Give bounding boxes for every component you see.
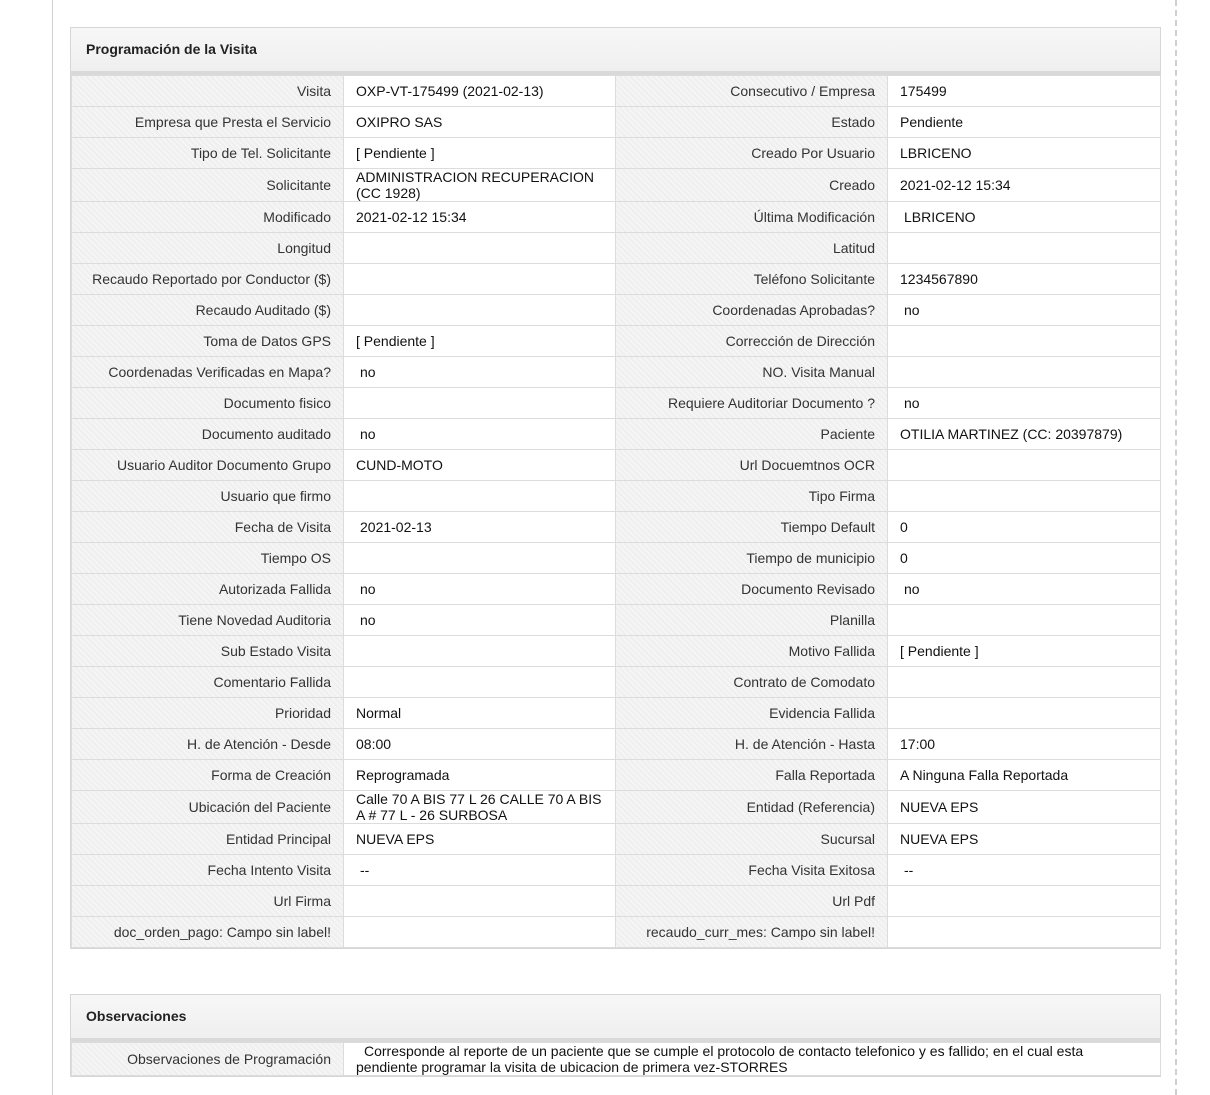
field-value: Reprogramada	[344, 760, 616, 791]
field-value: no	[888, 295, 1161, 326]
field-value: Calle 70 A BIS 77 L 26 CALLE 70 A BIS A # 77 L - 26 SURBOSA	[344, 791, 616, 824]
field-label: H. de Atención - Desde	[72, 729, 344, 760]
field-label: Tiempo OS	[72, 543, 344, 574]
field-value: 2021-02-13	[344, 512, 616, 543]
table-row	[72, 138, 1161, 169]
field-value: 08:00	[344, 729, 616, 760]
field-value: [ Pendiente ]	[344, 326, 616, 357]
visit-schedule-panel	[70, 27, 1161, 949]
table-row	[72, 574, 1161, 605]
observations-table	[71, 1042, 1161, 1076]
field-label: Empresa que Presta el Servicio	[72, 107, 344, 138]
field-value	[888, 481, 1161, 512]
field-label: Forma de Creación	[72, 760, 344, 791]
table-row	[72, 295, 1161, 326]
table-row	[72, 824, 1161, 855]
table-row	[72, 886, 1161, 917]
field-label: H. de Atención - Hasta	[616, 729, 888, 760]
field-label: Solicitante	[72, 169, 344, 202]
field-value	[888, 698, 1161, 729]
table-row	[72, 357, 1161, 388]
field-value: no	[344, 419, 616, 450]
field-label: Tipo Firma	[616, 481, 888, 512]
field-label: NO. Visita Manual	[616, 357, 888, 388]
field-value: [ Pendiente ]	[888, 636, 1161, 667]
field-value	[344, 886, 616, 917]
observations-panel	[70, 994, 1161, 1077]
left-border-line	[52, 0, 53, 1095]
field-value	[888, 450, 1161, 481]
table-row	[72, 729, 1161, 760]
field-label: Recaudo Reportado por Conductor ($)	[72, 264, 344, 295]
field-value	[344, 543, 616, 574]
field-label: Visita	[72, 76, 344, 107]
field-value: no	[888, 574, 1161, 605]
field-value: NUEVA EPS	[344, 824, 616, 855]
field-label: Entidad (Referencia)	[616, 791, 888, 824]
field-value: [ Pendiente ]	[344, 138, 616, 169]
field-label: recaudo_curr_mes: Campo sin label!	[616, 917, 888, 948]
field-label: Documento Revisado	[616, 574, 888, 605]
field-label: Url Docuemtnos OCR	[616, 450, 888, 481]
field-label: Tiempo Default	[616, 512, 888, 543]
table-row	[72, 605, 1161, 636]
field-label: Longitud	[72, 233, 344, 264]
field-value: OXIPRO SAS	[344, 107, 616, 138]
field-label: Documento fisico	[72, 388, 344, 419]
field-label: Teléfono Solicitante	[616, 264, 888, 295]
field-value	[344, 667, 616, 698]
field-value: Normal	[344, 698, 616, 729]
table-row	[72, 450, 1161, 481]
table-row	[72, 855, 1161, 886]
field-value: 0	[888, 543, 1161, 574]
field-label: Observaciones de Programación	[72, 1043, 344, 1076]
field-value: 17:00	[888, 729, 1161, 760]
field-label: Planilla	[616, 605, 888, 636]
field-value: --	[888, 855, 1161, 886]
field-label: Recaudo Auditado ($)	[72, 295, 344, 326]
field-label: Motivo Fallida	[616, 636, 888, 667]
field-value: ADMINISTRACION RECUPERACION (CC 1928)	[344, 169, 616, 202]
field-label: Comentario Fallida	[72, 667, 344, 698]
table-row	[72, 264, 1161, 295]
field-label: Paciente	[616, 419, 888, 450]
field-label: Consecutivo / Empresa	[616, 76, 888, 107]
field-label: Tipo de Tel. Solicitante	[72, 138, 344, 169]
table-row	[72, 233, 1161, 264]
panel-title: Observaciones	[71, 995, 1160, 1042]
field-label: Sub Estado Visita	[72, 636, 344, 667]
field-value	[344, 388, 616, 419]
field-label: Sucursal	[616, 824, 888, 855]
field-value: LBRICENO	[888, 202, 1161, 233]
field-value: A Ninguna Falla Reportada	[888, 760, 1161, 791]
field-label: Coordenadas Aprobadas?	[616, 295, 888, 326]
field-label: Creado	[616, 169, 888, 202]
field-value: no	[344, 574, 616, 605]
field-label: Fecha Intento Visita	[72, 855, 344, 886]
field-value: 2021-02-12 15:34	[344, 202, 616, 233]
field-label: Latitud	[616, 233, 888, 264]
field-value: 2021-02-12 15:34	[888, 169, 1161, 202]
field-value	[344, 1043, 1161, 1076]
field-value	[344, 917, 616, 948]
field-value	[344, 481, 616, 512]
field-value	[888, 917, 1161, 948]
field-value	[344, 295, 616, 326]
field-label: Contrato de Comodato	[616, 667, 888, 698]
table-row	[72, 76, 1161, 107]
field-value: LBRICENO	[888, 138, 1161, 169]
table-row	[72, 760, 1161, 791]
table-row	[72, 667, 1161, 698]
field-label: Tiene Novedad Auditoria	[72, 605, 344, 636]
table-row	[72, 1043, 1161, 1076]
field-label: Requiere Auditoriar Documento ?	[616, 388, 888, 419]
observations-text: Corresponde al reporte de un paciente que se cumple el protocolo de contacto telefonico y es fallido; en el cual esta pendiente programar la visita de ubicacion de primera vez-STORRES	[356, 1043, 1084, 1075]
field-label: Url Firma	[72, 886, 344, 917]
table-row	[72, 512, 1161, 543]
field-label: Tiempo de municipio	[616, 543, 888, 574]
table-row	[72, 388, 1161, 419]
table-row	[72, 169, 1161, 202]
field-label: doc_orden_pago: Campo sin label!	[72, 917, 344, 948]
field-value: OXP-VT-175499 (2021-02-13)	[344, 76, 616, 107]
table-row	[72, 917, 1161, 948]
field-value: 0	[888, 512, 1161, 543]
field-value: NUEVA EPS	[888, 824, 1161, 855]
field-label: Entidad Principal	[72, 824, 344, 855]
table-row	[72, 419, 1161, 450]
field-value: no	[344, 605, 616, 636]
field-label: Estado	[616, 107, 888, 138]
field-value	[888, 233, 1161, 264]
table-row	[72, 543, 1161, 574]
field-label: Creado Por Usuario	[616, 138, 888, 169]
field-label: Toma de Datos GPS	[72, 326, 344, 357]
panel-title: Programación de la Visita	[71, 28, 1160, 75]
field-value	[888, 886, 1161, 917]
field-value: CUND-MOTO	[344, 450, 616, 481]
field-label: Coordenadas Verificadas en Mapa?	[72, 357, 344, 388]
field-value: NUEVA EPS	[888, 791, 1161, 824]
field-label: Documento auditado	[72, 419, 344, 450]
field-value: 1234567890	[888, 264, 1161, 295]
table-row	[72, 326, 1161, 357]
field-label: Fecha de Visita	[72, 512, 344, 543]
field-label: Prioridad	[72, 698, 344, 729]
table-row	[72, 636, 1161, 667]
field-label: Evidencia Fallida	[616, 698, 888, 729]
field-value	[888, 357, 1161, 388]
field-value	[888, 667, 1161, 698]
table-row	[72, 107, 1161, 138]
table-row	[72, 791, 1161, 824]
field-label: Falla Reportada	[616, 760, 888, 791]
field-value: Pendiente	[888, 107, 1161, 138]
field-label: Corrección de Dirección	[616, 326, 888, 357]
field-label: Última Modificación	[616, 202, 888, 233]
table-row	[72, 481, 1161, 512]
field-value: --	[344, 855, 616, 886]
table-row	[72, 698, 1161, 729]
field-value	[344, 233, 616, 264]
field-label: Ubicación del Paciente	[72, 791, 344, 824]
field-value	[344, 636, 616, 667]
field-label: Fecha Visita Exitosa	[616, 855, 888, 886]
field-label: Usuario que firmo	[72, 481, 344, 512]
field-label: Url Pdf	[616, 886, 888, 917]
field-value	[344, 264, 616, 295]
field-value: no	[344, 357, 616, 388]
right-dashed-border	[1175, 0, 1177, 1095]
field-label: Usuario Auditor Documento Grupo	[72, 450, 344, 481]
visit-details-table	[71, 75, 1161, 948]
field-value	[888, 605, 1161, 636]
field-value	[888, 326, 1161, 357]
field-value: OTILIA MARTINEZ (CC: 20397879)	[888, 419, 1161, 450]
table-row	[72, 202, 1161, 233]
field-label: Modificado	[72, 202, 344, 233]
field-value: 175499	[888, 76, 1161, 107]
field-label: Autorizada Fallida	[72, 574, 344, 605]
field-value: no	[888, 388, 1161, 419]
